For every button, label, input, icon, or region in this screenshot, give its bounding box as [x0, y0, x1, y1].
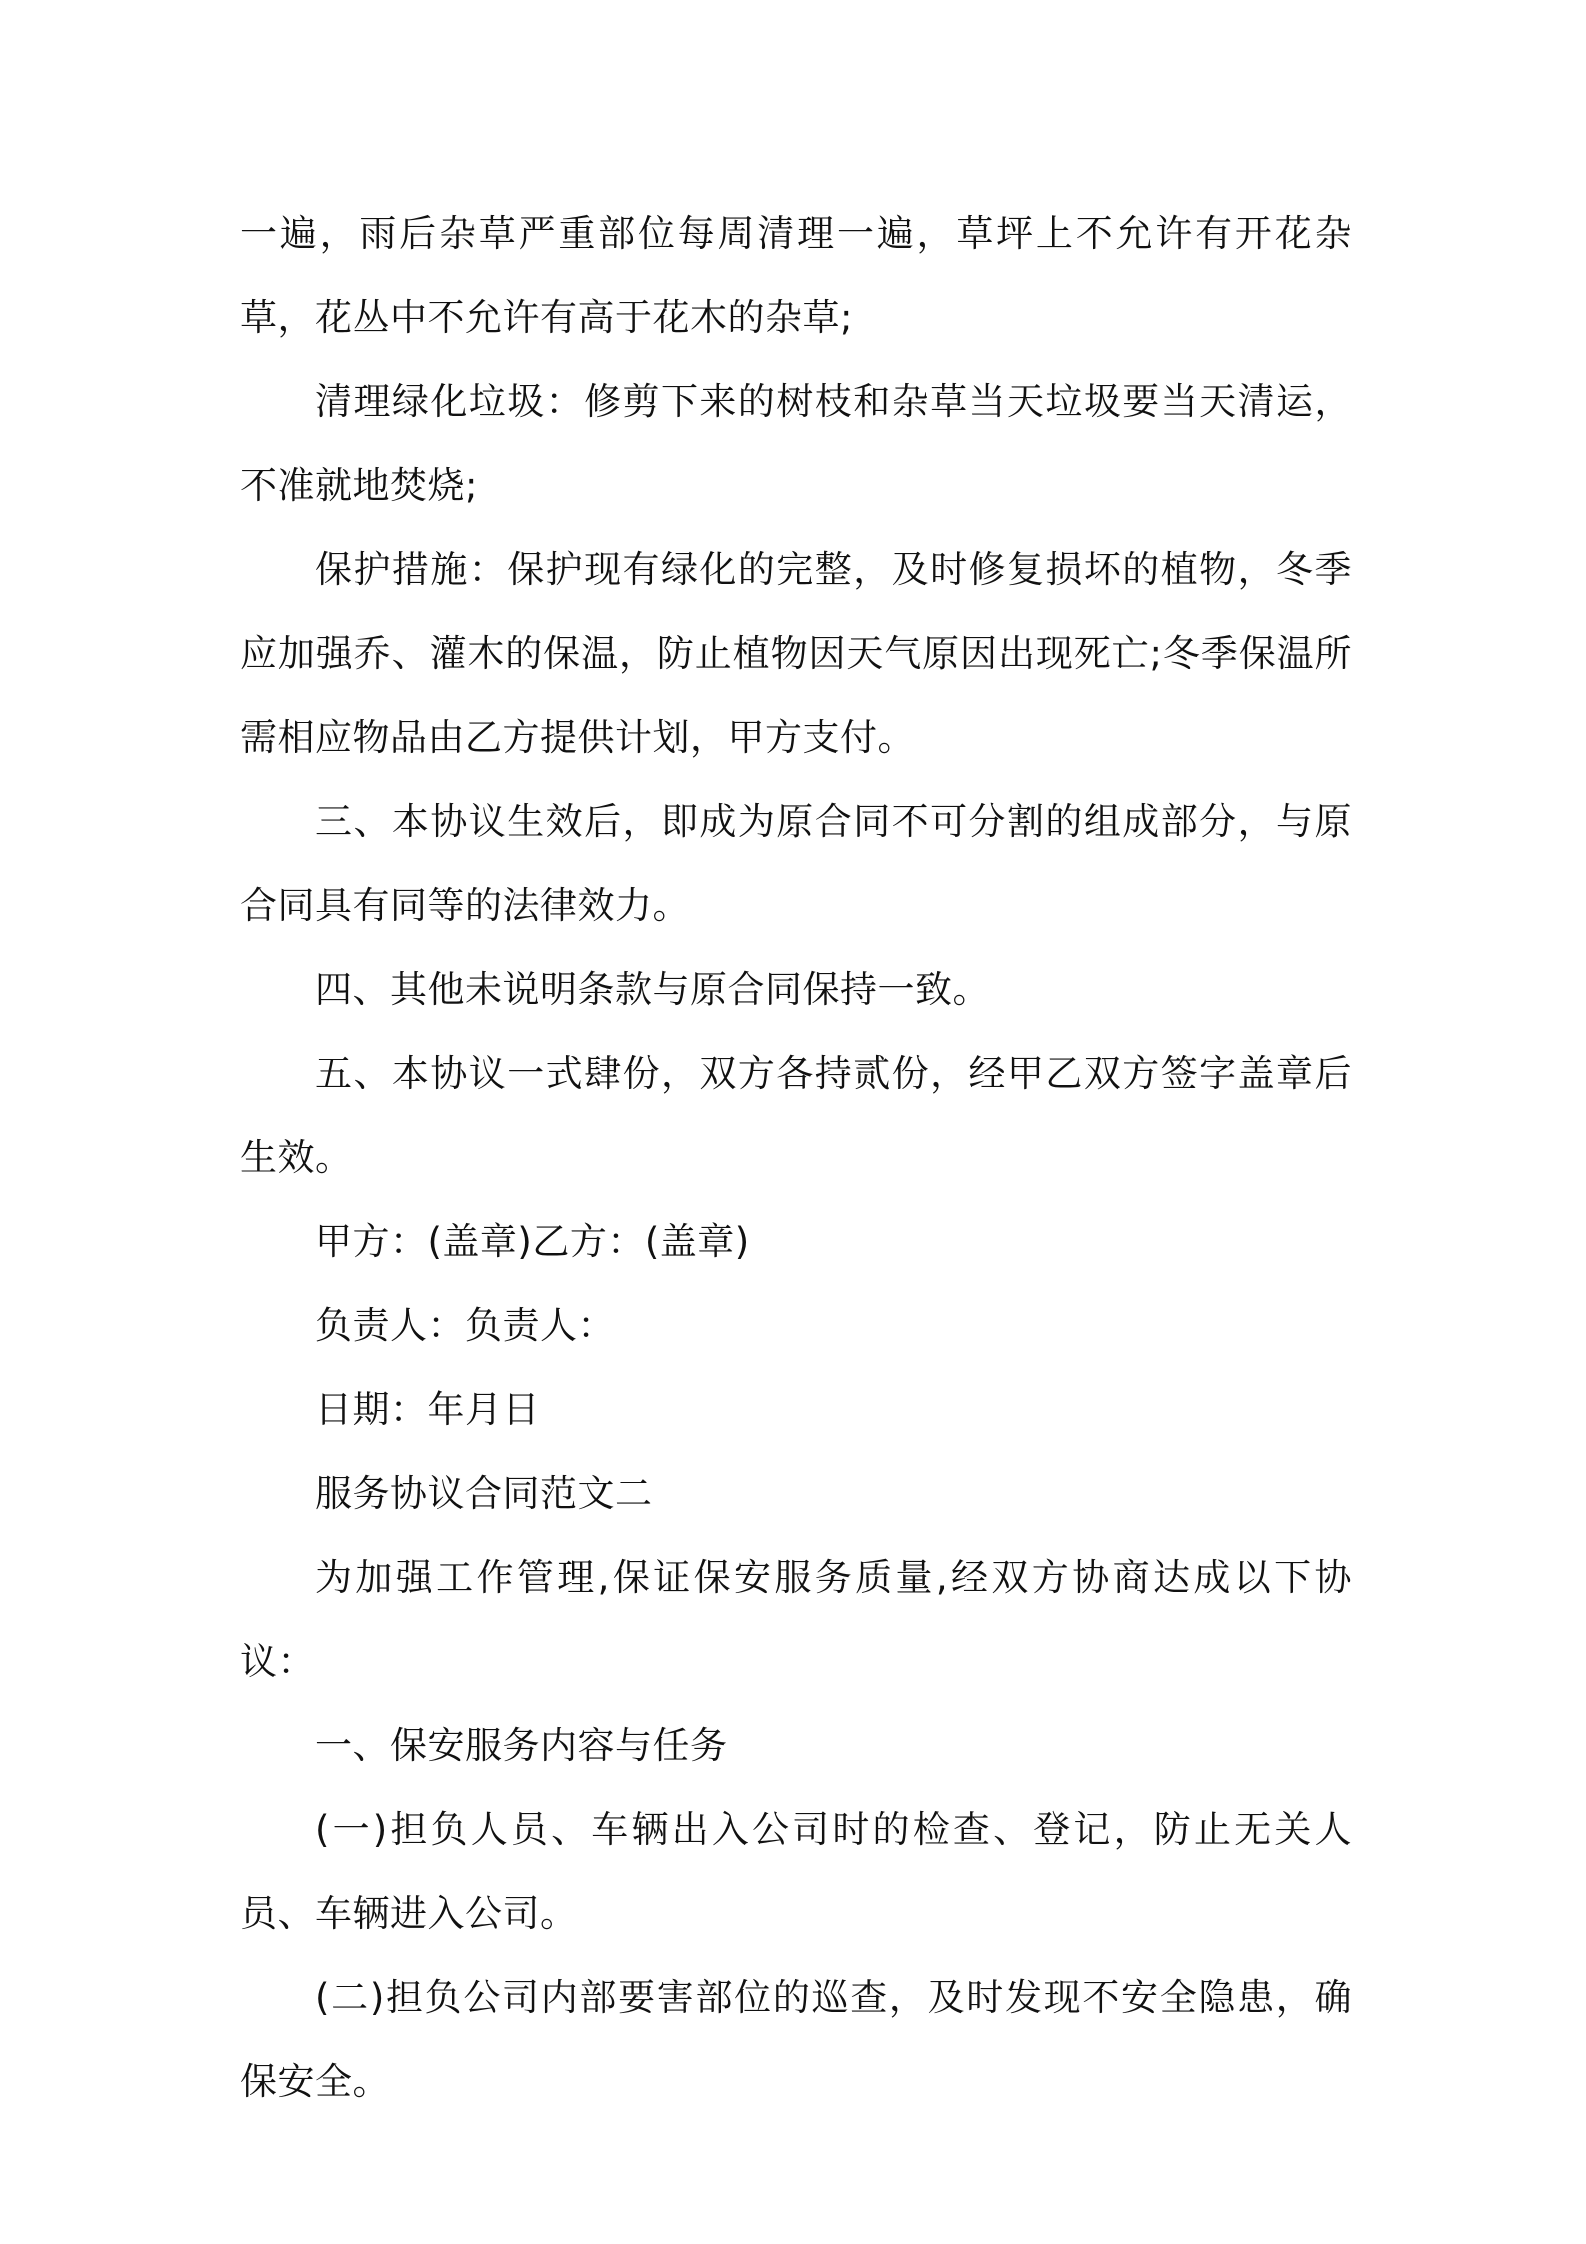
- signature-date-line: 日期：年月日: [315, 1388, 540, 1431]
- paragraph-clause-three: 三、本协议生效后，即成为原合同不可分割的组成部分，与原合同具有同等的法律效力。: [240, 800, 1352, 927]
- paragraph-green-waste: 清理绿化垃圾：修剪下来的树枝和杂草当天垃圾要当天清运，不准就地焚烧;: [240, 380, 1352, 507]
- paragraph-clause-five: 五、本协议一式肆份，双方各持贰份，经甲乙双方签字盖章后生效。: [240, 1052, 1352, 1179]
- section-title-sample-two: 服务协议合同范文二: [315, 1472, 653, 1515]
- document-body: [240, 192, 1352, 2124]
- paragraph-clause-four: 四、其他未说明条款与原合同保持一致。: [315, 968, 990, 1011]
- paragraph-protection-measures: 保护措施：保护现有绿化的完整，及时修复损坏的植物，冬季应加强乔、灌木的保温，防止植物因天气原因出现死亡;冬季保温所需相应物品由乙方提供计划，甲方支付。: [240, 548, 1352, 759]
- paragraph-item-one: (一)担负人员、车辆出入公司时的检查、登记，防止无关人员、车辆进入公司。: [240, 1808, 1352, 1935]
- signature-responsible-line: 负责人：负责人：: [315, 1304, 615, 1347]
- paragraph-weeding-continued: 一遍，雨后杂草严重部位每周清理一遍，草坪上不允许有开花杂草，花丛中不允许有高于花木的杂草;: [240, 212, 1352, 339]
- heading-security-services: 一、保安服务内容与任务: [315, 1724, 728, 1767]
- paragraph-item-two: (二)担负公司内部要害部位的巡查，及时发现不安全隐患，确保安全。: [240, 1976, 1352, 2103]
- paragraph-preamble: 为加强工作管理,保证保安服务质量,经双方协商达成以下协议：: [240, 1556, 1352, 1683]
- signature-parties-line: 甲方：(盖章)乙方：(盖章): [315, 1220, 750, 1263]
